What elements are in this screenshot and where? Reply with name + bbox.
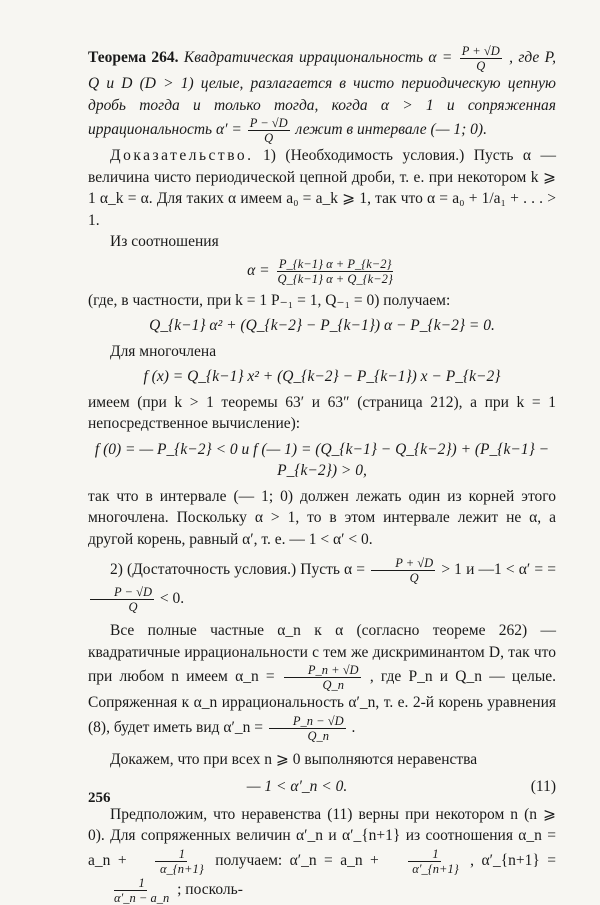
equation-3: f (x) = Q_{k−1} x² + (Q_{k−2} − P_{k−1}) x − P_{k−2}: [143, 368, 501, 385]
p3-text-d: < 0.: [159, 590, 185, 608]
p3-denominator-2: Q: [128, 600, 138, 614]
p6-text-c: , α′_{n+1} =: [470, 851, 557, 869]
p4-fraction-1: [284, 663, 361, 692]
p4-fraction-2: [269, 714, 346, 743]
theorem-text-3: лежит в интервале (— 1; 0).: [295, 121, 487, 139]
theorem-text-2: , где P, Q и D (D > 1) целые, разлагается в чисто периодическую цепную дробь тогда и только тогда, когда α > 1 и сопряженная иррациональность α′ =: [88, 49, 556, 139]
p6-denominator-1: α_{n+1}: [160, 861, 204, 876]
p6-text-d: ; посколь-: [177, 880, 243, 898]
alpha-fraction: [460, 44, 502, 73]
sufficiency-paragraph: [88, 556, 556, 614]
p3-denominator-1: Q: [409, 571, 419, 585]
p6-numerator-2: 1: [408, 847, 440, 862]
p6-text-b: получаем: α′_n = a_n +: [215, 851, 379, 869]
p6-text-a: Предположим, что неравенства (11) верны при некотором n (n ⩾ 0). Для сопряженных величин α′_n и α′_{n+1} из соотношения α_n = a_n +: [88, 805, 556, 869]
p6-denominator-3: α′_n − a_n: [114, 890, 170, 905]
p3-fraction-1: [371, 556, 435, 585]
p4-text-b: , где P_n и Q_n — целые. Сопряженная к α_n иррациональность α′_n, т. е. 2-й корень уравнения (8), будет иметь вид α′_n =: [88, 668, 557, 736]
p4-text-a: Все полные частные α_n к α (согласно теореме 262) — квадратичные иррациональности с тем же дискриминантом D, так что при любом n имеем α_n =: [88, 622, 556, 686]
page-body: [88, 44, 556, 905]
induction-paragraph: [88, 804, 556, 905]
p4-denominator-1: Q_n: [322, 678, 344, 692]
p6-numerator-3: 1: [114, 876, 146, 891]
p6-fraction-2: [388, 847, 460, 876]
p3-fraction-2: [90, 585, 154, 614]
equation-11: — 1 < α′_n < 0.: [246, 778, 348, 795]
eq1-lhs: α =: [247, 261, 270, 279]
p4-text-c: .: [351, 718, 356, 736]
proof-heading: Доказательство.: [110, 147, 254, 164]
partial-quotients-paragraph: [88, 620, 556, 743]
conj-fraction: [248, 116, 290, 145]
theorem-paragraph: [88, 44, 556, 145]
equation-4: f (0) = — P_{k−2} < 0 и f (— 1) = (Q_{k−1} − Q_{k−2}) + (P_{k−1} − P_{k−2}) > 0,: [94, 440, 550, 479]
p6-fraction-3: [90, 876, 171, 905]
where-text: (где, в частности, при k = 1 P₋₁ = 1, Q₋₁ = 0) получаем:: [88, 291, 451, 309]
eq1-numerator: P_{k−1} α + P_{k−2}: [278, 256, 392, 271]
p6-denominator-2: α′_{n+1}: [412, 861, 459, 876]
inequality-intro: Докажем, что при всех n ⩾ 0 выполняются неравенства: [110, 750, 478, 768]
equation-1: [88, 257, 556, 286]
from-relation-text: Из соотношения: [110, 233, 219, 250]
conj-denominator: Q: [264, 131, 274, 145]
equation-2: Q_{k−1} α² + (Q_{k−2} − P_{k−1}) α − P_{k−2} = 0.: [149, 317, 495, 334]
page-number: 256: [88, 790, 111, 806]
eq1-denominator: Q_{k−1} α + Q_{k−2}: [277, 271, 393, 286]
theorem-label: Теорема 264.: [88, 49, 179, 67]
p6-numerator-1: 1: [155, 847, 187, 862]
for-poly-text: Для многочлена: [110, 342, 217, 360]
p3-text-c: =: [547, 561, 557, 579]
alpha-denominator: Q: [476, 59, 486, 73]
p3-text-a: 2) (Достаточность условия.) Пусть α =: [110, 561, 366, 579]
p3-numerator-2: P − √D: [90, 585, 154, 600]
equation-11-row: [88, 776, 556, 798]
equation-11-number: (11): [530, 778, 556, 795]
have-text: имеем (при k > 1 теоремы 63′ и 63″ (страница 212), а при k = 1 непосредственное вычисление):: [88, 393, 556, 432]
p4-numerator-1: P_n + √D: [284, 663, 361, 678]
conj-numerator: P − √D: [249, 116, 288, 130]
p6-fraction-1: [136, 847, 206, 876]
eq1-fraction: [275, 257, 394, 286]
p4-numerator-2: P_n − √D: [269, 714, 346, 729]
p3-numerator-1: P + √D: [371, 556, 435, 571]
p3-text-b: > 1 и —1 < α′ =: [441, 561, 544, 579]
alpha-numerator: P + √D: [461, 44, 500, 58]
proof-paragraph-1: [88, 145, 556, 231]
p4-denominator-2: Q_n: [307, 728, 330, 743]
proof-text-1: 1) (Необходимость условия.) Пусть α — величина чисто периодической цепной дроби, т. е. при некотором k ⩾ 1 α_k = α. Для таких α имеем a₀ = a_k ⩾ 1, так что α = a₀ + 1/a₁ + . . . > 1.: [88, 147, 557, 229]
theorem-text-1: Квадратическая иррациональность α =: [183, 49, 453, 67]
proof-paragraph-2: так что в интервале (— 1; 0) должен лежать один из корней этого многочлена. Поскольку α > 1, то в этом интервале лежит не α, а другой корень, равный α′, т. е. — 1 < α′ < 0.: [88, 487, 556, 548]
